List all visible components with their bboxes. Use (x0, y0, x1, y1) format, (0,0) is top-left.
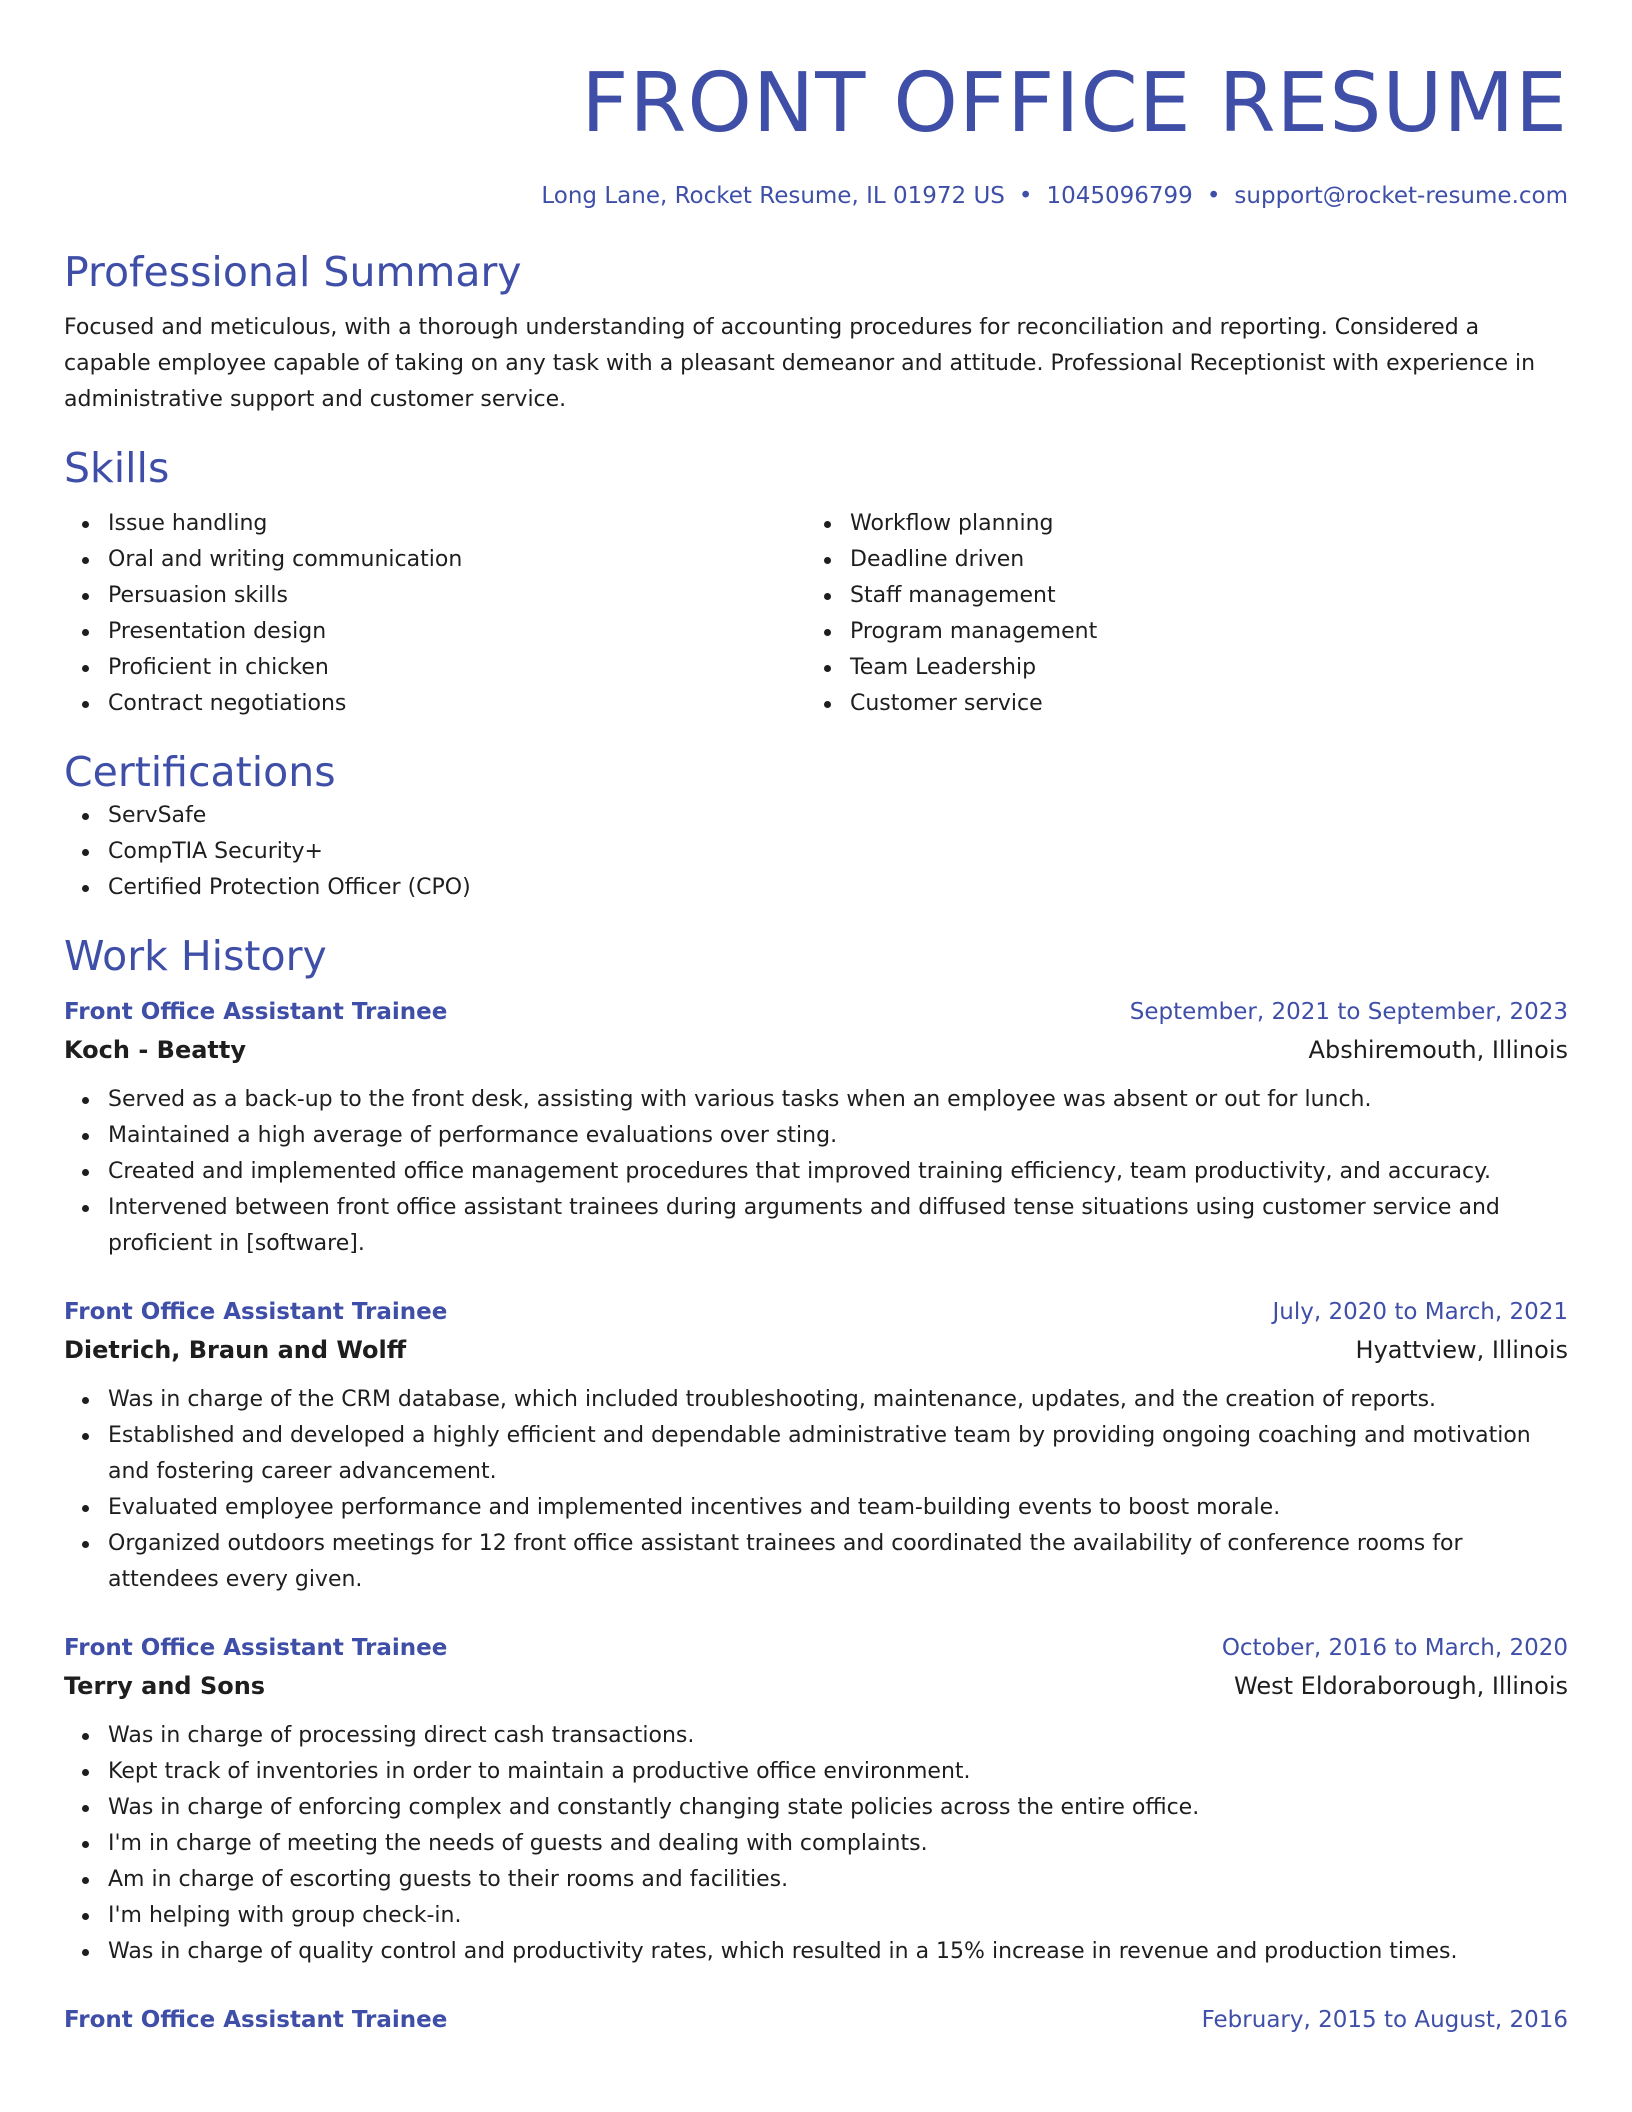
job-entry (64, 1630, 1568, 1970)
skill-item: Proficient in chicken (108, 650, 806, 686)
job-header-row (64, 1294, 1568, 1330)
resume-name: FRONT OFFICE RESUME (581, 56, 1568, 151)
skill-item: Staff management (850, 578, 1548, 614)
job-duty: I'm in charge of meeting the needs of guests and dealing with complaints. (108, 1826, 1568, 1862)
contact-separator: • (1206, 183, 1221, 209)
skills-list-left (64, 506, 806, 722)
job-duties-list (64, 1082, 1568, 1262)
skills-grid (64, 506, 1568, 722)
job-title: Front Office Assistant Trainee (64, 2007, 448, 2033)
job-company: Terry and Sons (64, 1672, 266, 1700)
job-title: Front Office Assistant Trainee (64, 1299, 448, 1325)
job-dates: October, 2016 to March, 2020 (1221, 1635, 1568, 1661)
summary-heading: Professional Summary (64, 248, 522, 296)
work-history-heading: Work History (64, 932, 327, 980)
contact-email: support@rocket-resume.com (1234, 183, 1568, 209)
job-duty: Kept track of inventories in order to maintain a productive office environment. (108, 1754, 1568, 1790)
job-entry (64, 994, 1568, 1262)
certifications-list (64, 798, 1568, 906)
job-header-row (64, 2002, 1568, 2038)
job-duty: Was in charge of enforcing complex and constantly changing state policies across the entire office. (108, 1790, 1568, 1826)
job-location: Abshiremouth, Illinois (1308, 1036, 1568, 1064)
job-location: West Eldoraborough, Illinois (1234, 1672, 1568, 1700)
skills-list-right (806, 506, 1548, 722)
contact-line (64, 180, 1568, 212)
skill-item: Issue handling (108, 506, 806, 542)
job-company: Dietrich, Braun and Wolff (64, 1336, 407, 1364)
job-duty: I'm helping with group check-in. (108, 1898, 1568, 1934)
skills-column-left (64, 506, 806, 722)
job-duty: Maintained a high average of performance evaluations over sting. (108, 1118, 1568, 1154)
job-duty: Established and developed a highly efficient and dependable administrative team by providing ongoing coaching and motivation and fostering career advancement. (108, 1418, 1568, 1490)
job-location: Hyattview, Illinois (1355, 1336, 1568, 1364)
skill-item: Customer service (850, 686, 1548, 722)
certification-item: CompTIA Security+ (108, 834, 1568, 870)
job-title: Front Office Assistant Trainee (64, 1635, 448, 1661)
job-duties-list (64, 1382, 1568, 1598)
job-entry (64, 1294, 1568, 1598)
contact-separator: • (1018, 183, 1033, 209)
skill-item: Program management (850, 614, 1548, 650)
skill-item: Deadline driven (850, 542, 1548, 578)
job-dates: July, 2020 to March, 2021 (1272, 1299, 1568, 1325)
job-entry (64, 2002, 1568, 2038)
skills-heading: Skills (64, 444, 170, 492)
job-dates: September, 2021 to September, 2023 (1129, 999, 1568, 1025)
job-duty: Organized outdoors meetings for 12 front office assistant trainees and coordinated the availability of conference rooms for attendees every given. (108, 1526, 1568, 1598)
certification-item: Certified Protection Officer (CPO) (108, 870, 1568, 906)
job-duty: Am in charge of escorting guests to their rooms and facilities. (108, 1862, 1568, 1898)
job-duty: Intervened between front office assistant trainees during arguments and diffused tense situations using customer service and proficient in [software]. (108, 1190, 1568, 1262)
skill-item: Workflow planning (850, 506, 1548, 542)
summary-text: Focused and meticulous, with a thorough understanding of accounting procedures for reconciliation and reporting. Considered a capable employee capable of taking on any task with a pleasant demeanor and attitude. Professional Receptionist with experience in administrative support and customer service. (64, 315, 1536, 412)
job-duty: Was in charge of quality control and productivity rates, which resulted in a 15% increase in revenue and production times. (108, 1934, 1568, 1970)
job-duty: Served as a back-up to the front desk, assisting with various tasks when an employee was absent or out for lunch. (108, 1082, 1568, 1118)
skill-item: Team Leadership (850, 650, 1548, 686)
contact-address: Long Lane, Rocket Resume, IL 01972 US (541, 183, 1005, 209)
skill-item: Contract negotiations (108, 686, 806, 722)
resume-page (64, 0, 1568, 2038)
job-header-row (64, 1630, 1568, 1666)
job-company-row (64, 1666, 1568, 1706)
skill-item: Presentation design (108, 614, 806, 650)
job-duty: Created and implemented office management procedures that improved training efficiency, team productivity, and accuracy. (108, 1154, 1568, 1190)
skills-column-right (806, 506, 1548, 722)
job-company-row (64, 1330, 1568, 1370)
job-duty: Evaluated employee performance and implemented incentives and team-building events to boost morale. (108, 1490, 1568, 1526)
job-dates: February, 2015 to August, 2016 (1201, 2007, 1568, 2033)
job-header-row (64, 994, 1568, 1030)
skill-item: Persuasion skills (108, 578, 806, 614)
contact-phone: 1045096799 (1046, 183, 1193, 209)
certification-item: ServSafe (108, 798, 1568, 834)
certifications-heading: Certifications (64, 748, 336, 796)
job-title: Front Office Assistant Trainee (64, 999, 448, 1025)
job-duty: Was in charge of the CRM database, which included troubleshooting, maintenance, updates, and the creation of reports. (108, 1382, 1568, 1418)
skill-item: Oral and writing communication (108, 542, 806, 578)
job-company-row (64, 1030, 1568, 1070)
job-company: Koch - Beatty (64, 1036, 247, 1064)
job-duties-list (64, 1718, 1568, 1970)
job-duty: Was in charge of processing direct cash transactions. (108, 1718, 1568, 1754)
